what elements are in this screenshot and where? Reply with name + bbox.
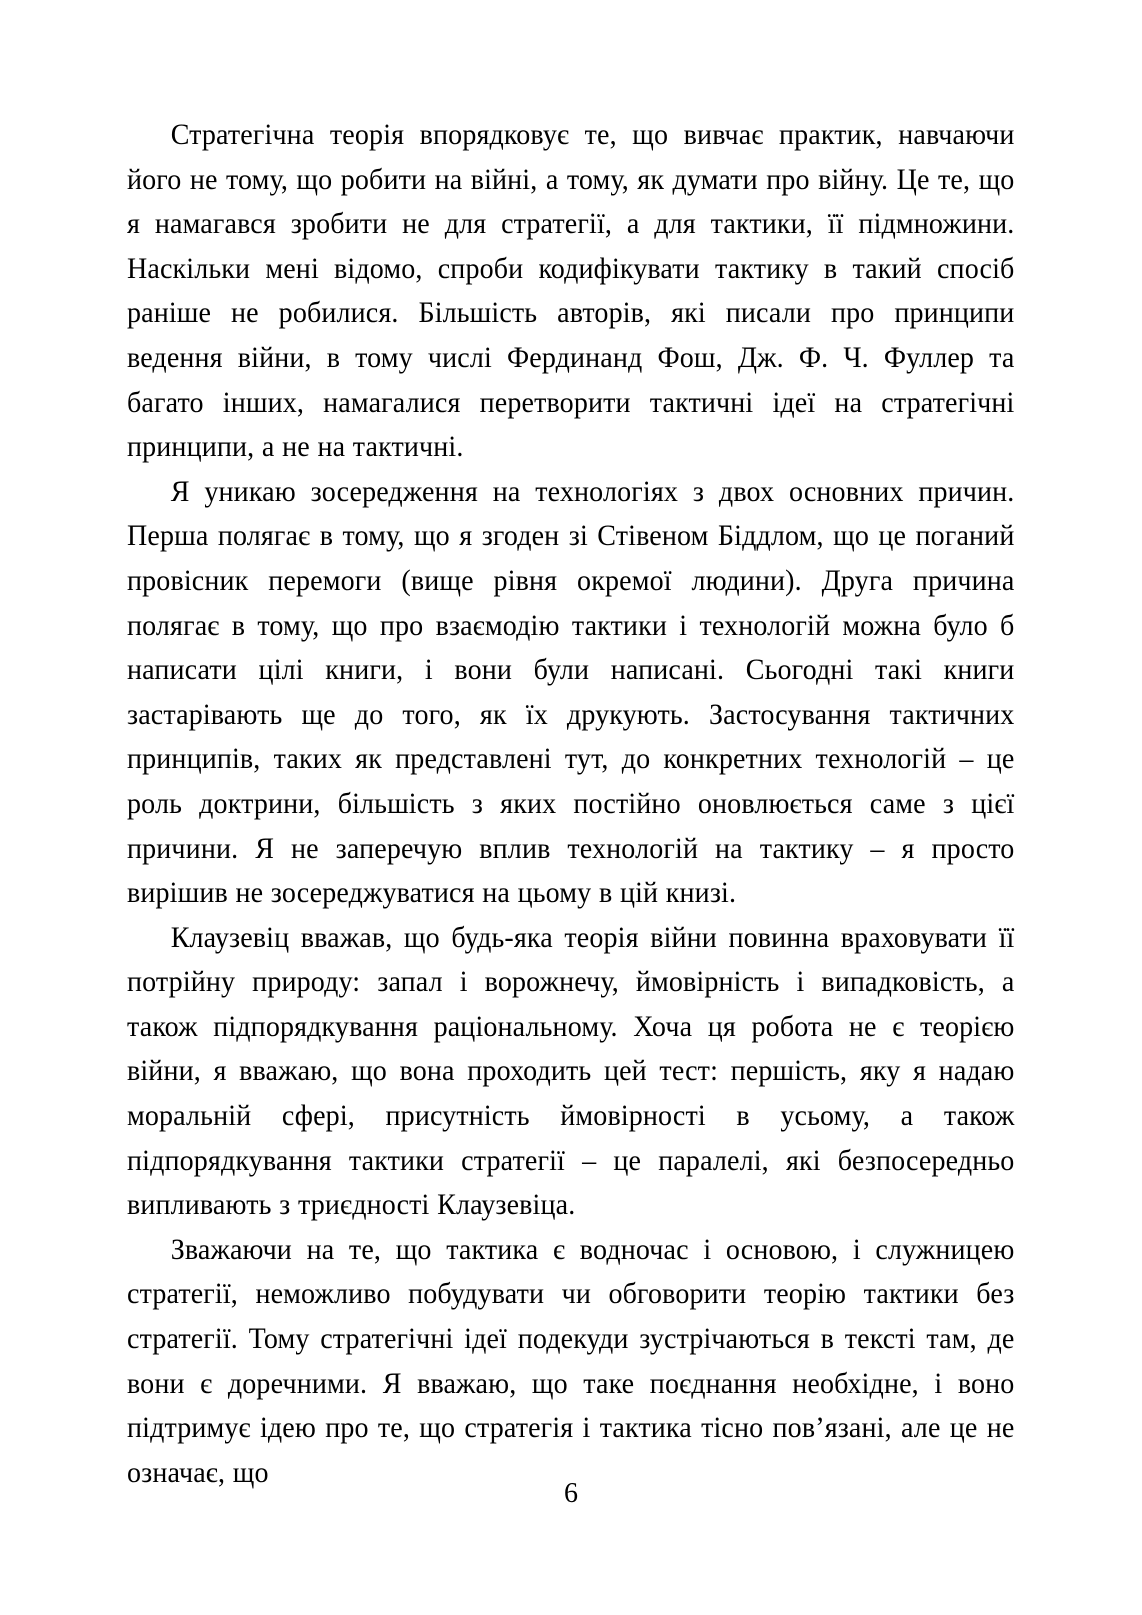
paragraph: Я уникаю зосередження на технологіях з двох основних причин. Перша полягає в тому, що я згоден зі Стівеном Біддлом, що це поганий провісник перемоги (вище рівня окремої людини). Друга причина полягає в тому, що про взаємодію тактики і технологій можна було б написати цілі книги, і вони були написані. Сьогодні такі книги застарівають ще до того, як їх друкують. Застосування тактичних принципів, таких як представлені тут, до конкретних технологій – це роль доктрини, більшість з яких постійно оновлюється саме з цієї причини. Я не заперечую вплив технологій на тактику – я просто вирішив не зосереджуватися на цьому в цій книзі. <box>127 475 1015 910</box>
body-text-column <box>127 113 1015 1495</box>
paragraph: Стратегічна теорія впорядковує те, що вивчає практик, навчаючи його не тому, що робити на війні, а тому, як думати про війну. Це те, що я намагався зробити не для стратегії, а для тактики, її підмножини. Наскільки мені відомо, спроби кодифікувати тактику в такий спосіб раніше не робилися. Більшість авторів, які писали про принципи ведення війни, в тому числі Фердинанд Фош, Дж. Ф. Ч. Фуллер та багато інших, намагалися перетворити тактичні ідеї на стратегічні принципи, а не на тактичні. <box>127 119 1015 464</box>
paragraph: Зважаючи на те, що тактика є водночас і основою, і служницею стратегії, неможливо побудувати чи обговорити теорію тактики без стратегії. Тому стратегічні ідеї подекуди зустрічаються в тексті там, де вони є доречними. Я вважаю, що таке поєднання необхідне, і воно підтримує ідею про те, що стратегія і тактика тісно пов’язані, але це не означає, що <box>127 1233 1015 1489</box>
paragraph: Клаузевіц вважав, що будь-яка теорія війни повинна враховувати її потрійну природу: запал і ворожнечу, ймовірність і випадковість, а також підпорядкування раціональному. Хоча ця робота не є теорією війни, я вважаю, що вона проходить цей тест: першість, яку я надаю моральній сфері, присутність ймовірності в усьому, а також підпорядкування тактики стратегії – це паралелі, які безпосередньо випливають з триєдності Клаузевіца. <box>127 921 1015 1222</box>
page-number: 6 <box>564 1478 578 1509</box>
